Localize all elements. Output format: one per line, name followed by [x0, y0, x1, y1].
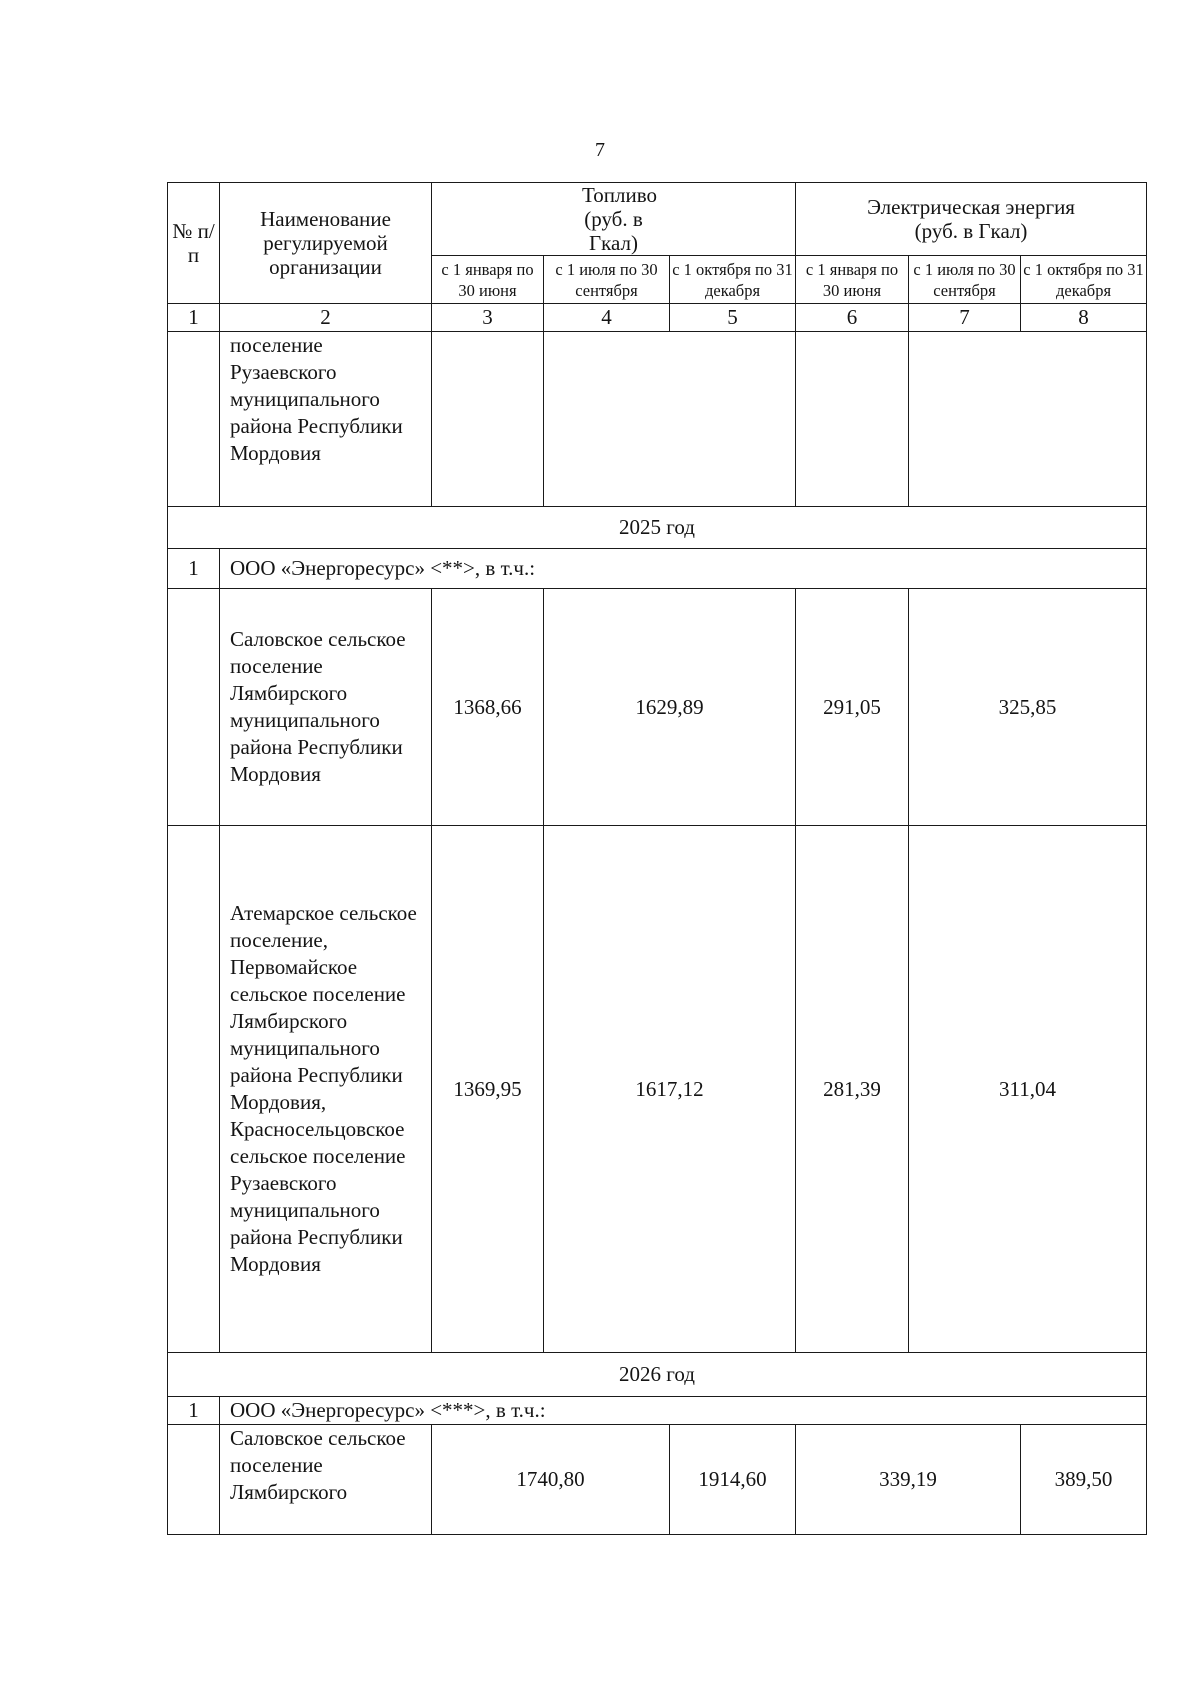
fuel-value-cell: 1740,80 — [432, 1425, 670, 1535]
table-row — [168, 332, 1147, 507]
organization-name-cell: поселение Рузаевского муниципального района Республики Мордовия — [220, 332, 432, 507]
column-number: 2 — [220, 304, 432, 332]
fuel-value-cell: 1369,95 — [432, 826, 544, 1353]
header-period-el-3: с 1 октября по 31 декабря — [1021, 256, 1147, 304]
organization-row — [168, 1397, 1147, 1425]
header-period-el-1: с 1 января по 30 июня — [796, 256, 909, 304]
column-number: 5 — [670, 304, 796, 332]
header-num: № п/п — [168, 183, 220, 304]
table-row — [168, 826, 1147, 1353]
fuel-value-cell: 1368,66 — [432, 589, 544, 826]
column-number: 4 — [544, 304, 670, 332]
table-row — [168, 589, 1147, 826]
fuel-value-cell: 1617,12 — [544, 826, 796, 1353]
cell-empty — [168, 1425, 220, 1535]
header-period-fuel-2: с 1 июля по 30 сентября — [544, 256, 670, 304]
column-number: 3 — [432, 304, 544, 332]
column-number: 8 — [1021, 304, 1147, 332]
tariff-table — [167, 182, 1147, 1535]
settlement-name-cell: Саловское сельское поселение Лямбирского — [220, 1425, 432, 1535]
electricity-value-cell: 389,50 — [1021, 1425, 1147, 1535]
fuel-value-cell: 1629,89 — [544, 589, 796, 826]
header-period-fuel-1: с 1 января по 30 июня — [432, 256, 544, 304]
organization-title: ООО «Энергоресурс» <***>, в т.ч.: — [220, 1397, 1147, 1425]
cell-empty — [544, 332, 796, 507]
header-period-fuel-3: с 1 октября по 31 декабря — [670, 256, 796, 304]
electricity-value-cell: 325,85 — [909, 589, 1147, 826]
cell-empty — [432, 332, 544, 507]
fuel-value-cell: 1914,60 — [670, 1425, 796, 1535]
header-electricity: Электрическая энергия (руб. в Гкал) — [796, 183, 1147, 256]
column-number: 6 — [796, 304, 909, 332]
year-heading-2025: 2025 год — [168, 507, 1147, 549]
electricity-value-cell: 311,04 — [909, 826, 1147, 1353]
year-heading-2026: 2026 год — [168, 1353, 1147, 1397]
cell-empty — [796, 332, 909, 507]
electricity-value-cell: 291,05 — [796, 589, 909, 826]
cell-empty — [909, 332, 1147, 507]
column-number: 1 — [168, 304, 220, 332]
table-row — [168, 1425, 1147, 1535]
cell-empty — [168, 589, 220, 826]
cell-empty — [168, 332, 220, 507]
page-number: 7 — [595, 139, 605, 161]
row-number: 1 — [168, 1397, 220, 1425]
organization-title: ООО «Энергоресурс» <**>, в т.ч.: — [220, 549, 1147, 589]
year-section-row — [168, 1353, 1147, 1397]
electricity-value-cell: 339,19 — [796, 1425, 1021, 1535]
column-number: 7 — [909, 304, 1021, 332]
header-period-el-2: с 1 июля по 30 сентября — [909, 256, 1021, 304]
year-section-row — [168, 507, 1147, 549]
organization-row — [168, 549, 1147, 589]
header-fuel: Топливо (руб. в Гкал) — [432, 183, 796, 256]
settlement-name-cell: Саловское сельское поселение Лямбирского муниципального района Республики Мордовия — [220, 589, 432, 826]
header-organization: Наименование регулируемой организации — [220, 183, 432, 304]
settlement-name-cell: Атемарское сельское поселение, Первомайское сельское поселение Лямбирского муниципального района Республики Мордовия, Красносельцовское сельское поселение Рузаевского муниципального района Республики Мордовия — [220, 826, 432, 1353]
row-number: 1 — [168, 549, 220, 589]
cell-empty — [168, 826, 220, 1353]
electricity-value-cell: 281,39 — [796, 826, 909, 1353]
